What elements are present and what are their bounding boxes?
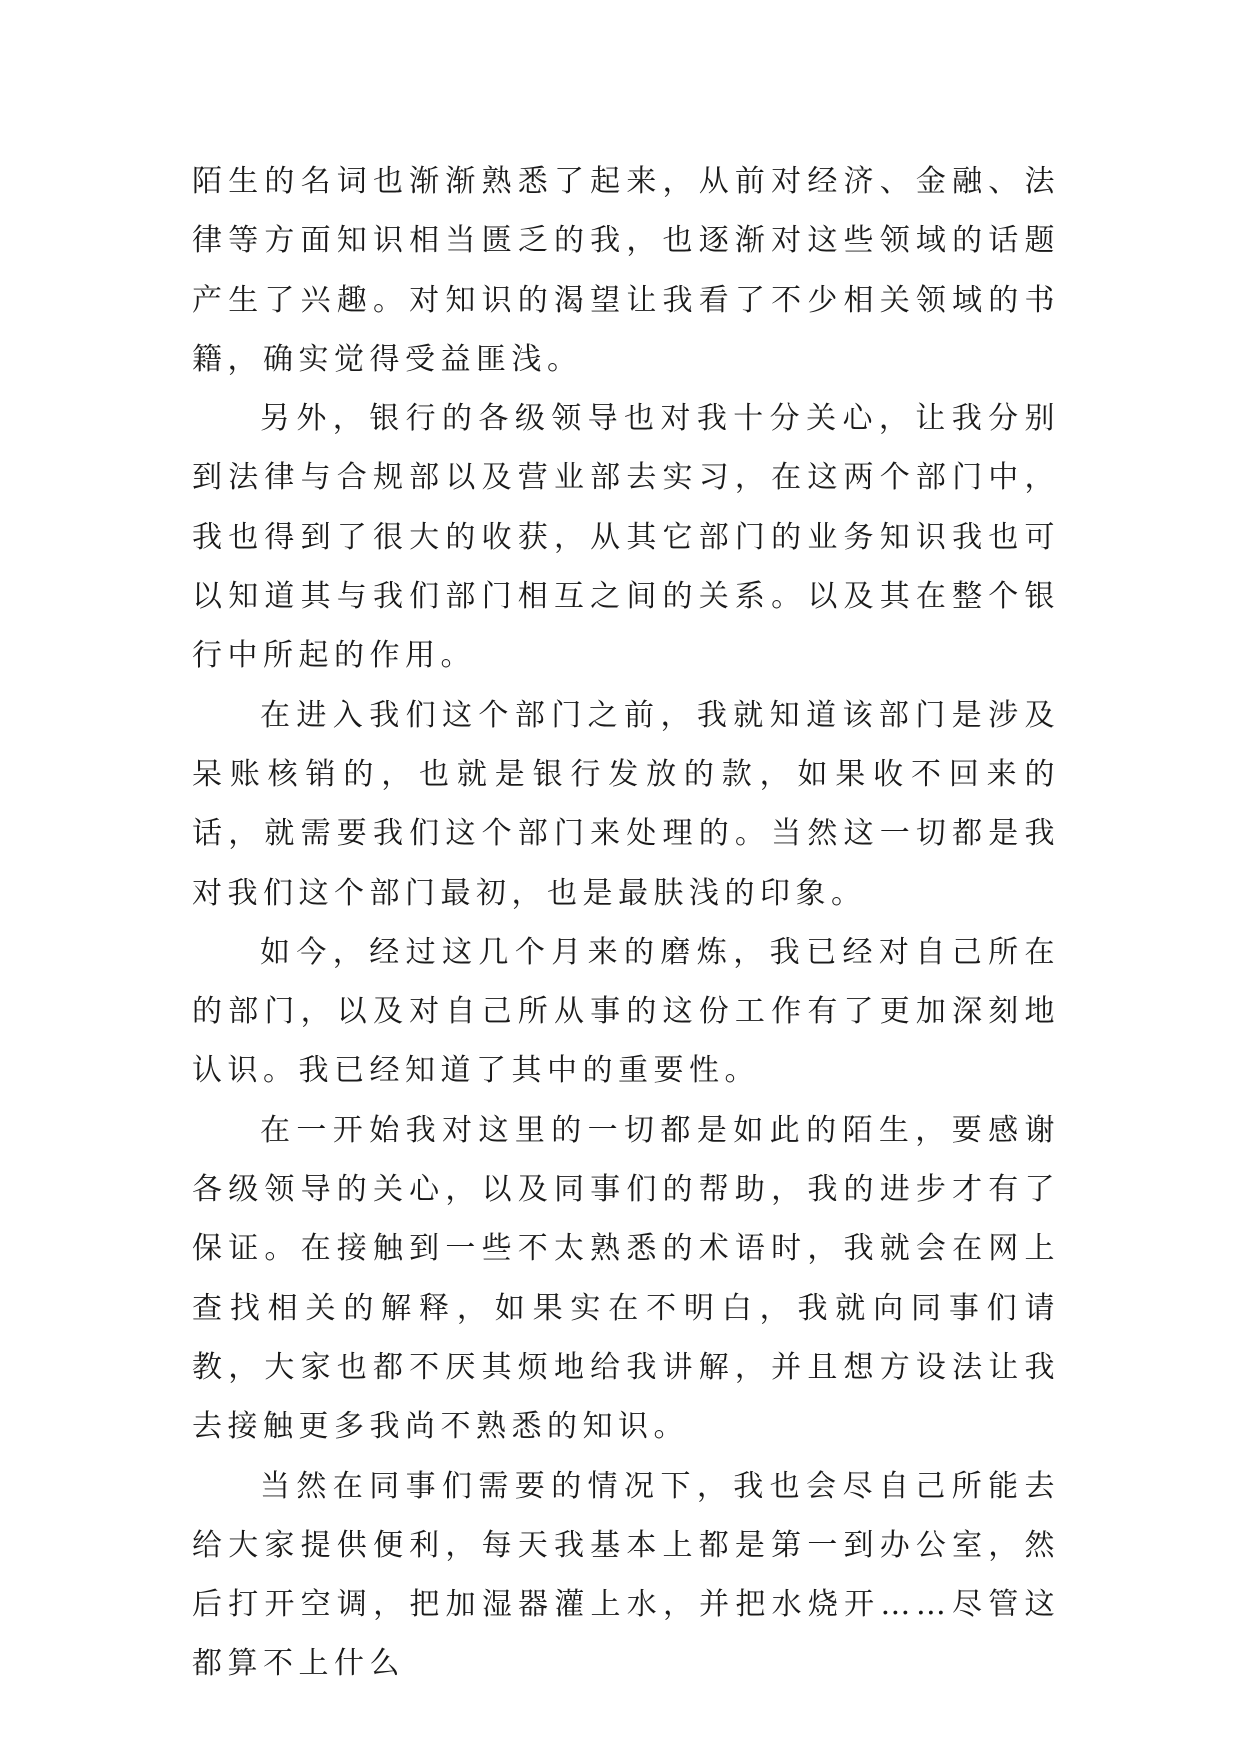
paragraph-2: 另外，银行的各级领导也对我十分关心，让我分别到法律与合规部以及营业部去实习，在这两个部门中，我也得到了很大的收获，从其它部门的业务知识我也可以知道其与我们部门相互之间的关系。以及其在整个银行中所起的作用。: [192, 401, 1060, 674]
paragraph-6: 当然在同事们需要的情况下，我也会尽自己所能去给大家提供便利，每天我基本上都是第一到办公室，然后打开空调，把加湿器灌上水，并把水烧开……尽管这都算不上什么: [192, 1468, 1060, 1682]
paragraph-1: 陌生的名词也渐渐熟悉了起来，从前对经济、金融、法律等方面知识相当匮乏的我，也逐渐对这些领域的话题产生了兴趣。对知识的渴望让我看了不少相关领域的书籍，确实觉得受益匪浅。: [192, 164, 1060, 377]
paragraph-4: 如今，经过这几个月来的磨炼，我已经对自己所在的部门，以及对自己所从事的这份工作有了更加深刻地认识。我已经知道了其中的重要性。: [192, 934, 1060, 1089]
paragraph-5: 在一开始我对这里的一切都是如此的陌生，要感谢各级领导的关心，以及同事们的帮助，我的进步才有了保证。在接触到一些不太熟悉的术语时，我就会在网上查找相关的解释，如果实在不明白，我就向同事们请教，大家也都不厌其烦地给我讲解，并且想方设法让我去接触更多我尚不熟悉的知识。: [192, 1112, 1060, 1445]
paragraph-3: 在进入我们这个部门之前，我就知道该部门是涉及呆账核销的，也就是银行发放的款，如果收不回来的话，就需要我们这个部门来处理的。当然这一切都是我对我们这个部门最初，也是最肤浅的印象。: [192, 697, 1060, 911]
document-body: [192, 152, 1060, 1694]
